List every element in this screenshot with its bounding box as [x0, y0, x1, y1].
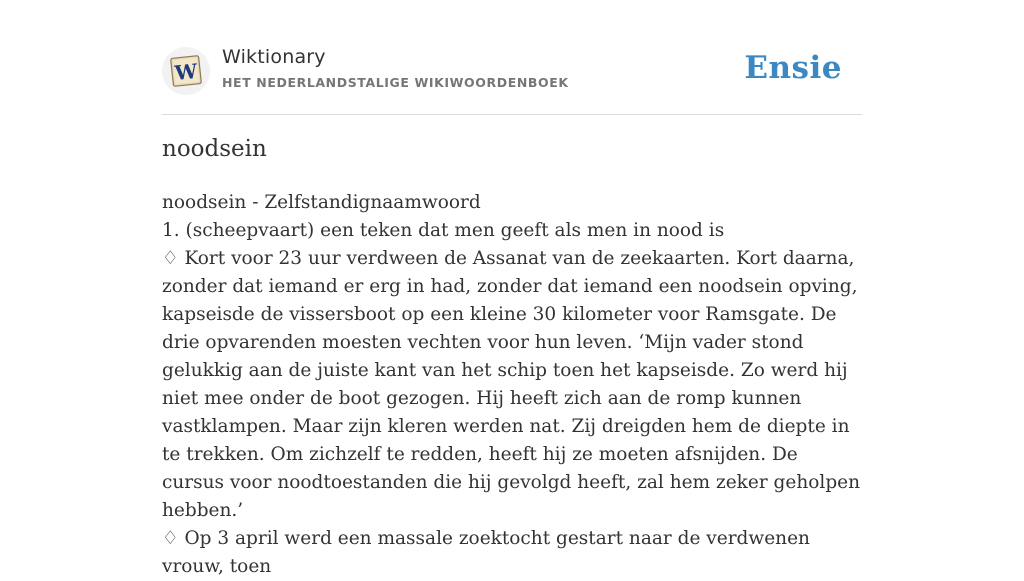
logo-letter: W [173, 58, 199, 86]
site-tagline: HET NEDERLANDSTALIGE WIKIWOORDENBOEK [222, 75, 569, 90]
site-name[interactable]: Wiktionary [222, 46, 326, 68]
page-title: noodsein [162, 136, 267, 162]
logo-tile-icon [162, 47, 210, 95]
wiktionary-logo-icon[interactable] [162, 47, 210, 95]
entry-content [162, 189, 862, 581]
ensie-brand-link[interactable]: Ensie [744, 50, 842, 86]
site-header [162, 44, 862, 115]
part-of-speech-line: noodsein - Zelfstandignaamwoord [162, 192, 481, 213]
definition: 1. (scheepvaart) een teken dat men geeft als men in nood is [162, 220, 725, 241]
example-quote: ♢ Op 3 april werd een massale zoektocht gestart naar de verdwenen vrouw, toen [162, 528, 810, 577]
example-quote: ♢ Kort voor 23 uur verdween de Assanat van de zeekaarten. Kort daarna, zonder dat iemand er erg in had, zonder dat iemand een noodsein opving, kapseisde de vissersboot op een kleine 30 kilometer voor Ramsgate. De drie opvarenden moesten vechten voor hun leven. ‘Mijn vader stond gelukkig aan de juiste kant van het schip toen het kapseisde. Zo werd hij niet mee onder de boot gezogen. Hij heeft zich aan de romp kunnen vastklampen. Maar zijn kleren werden nat. Zij dreigden hem de diepte in te trekken. Om zichzelf te redden, heeft hij ze moeten afsnijden. De cursus voor noodtoestanden die hij gevolgd heeft, zal hem zeker geholpen hebben.’ [162, 248, 861, 521]
